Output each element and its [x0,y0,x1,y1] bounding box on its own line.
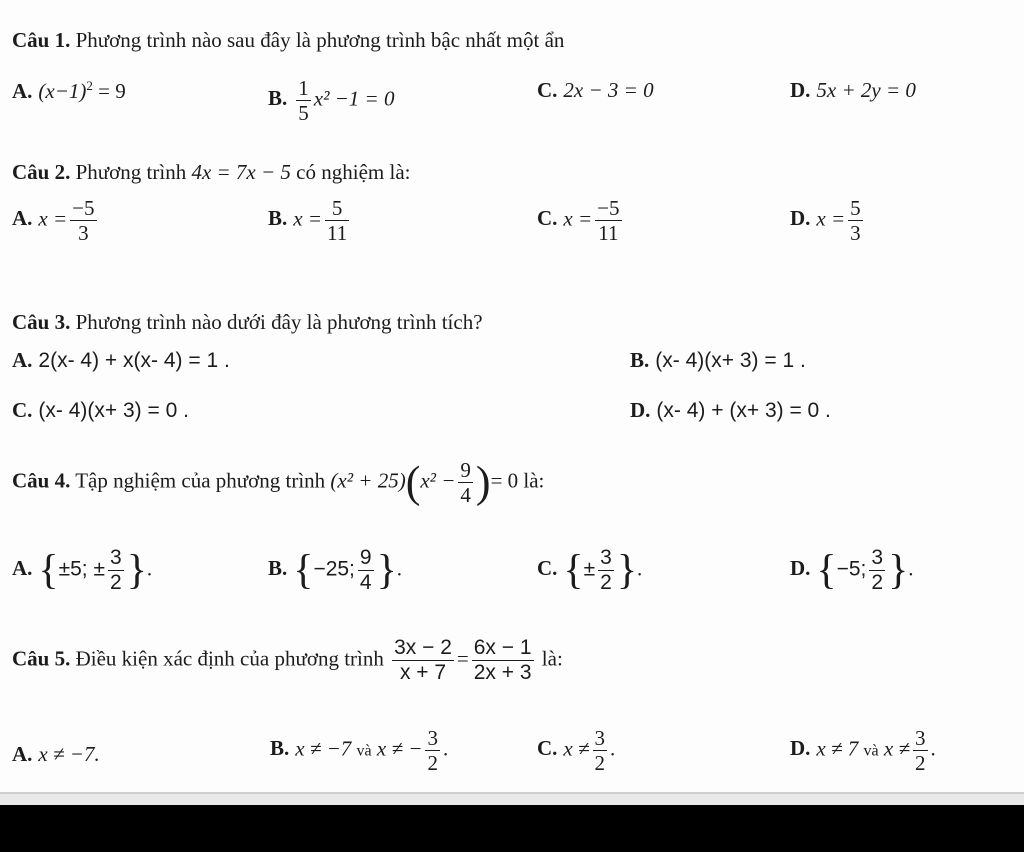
q1-option-a: A. $(x-1)^2 = 9$ [12,78,126,103]
question-2: Câu 2. Phương trình 4x = 7x − 5 có nghiệm là: [12,160,411,184]
question-1-text: Phương trình nào sau đây là phương trình bậc nhất một ẩn [75,28,565,52]
black-bottom-bar [0,805,1024,852]
q2-option-d: D. x = $\frac{5}{3}$ [790,196,861,246]
question-1 [12,28,564,53]
q5-option-c: C. x ≠ $\frac{3}{2}$ . [537,726,616,776]
question-1-label: Câu 1. [12,28,71,52]
question-5-right-fraction: $\frac{6x - 1}{2x + 3}$ [473,636,532,685]
question-2-equation: 4x = 7x − 5 [191,160,291,184]
q1-option-c: C. 2x − 3 = 0 [537,78,654,102]
q1-option-d: D. 5x + 2y = 0 [790,78,916,102]
q3-option-d: D. (x- 4) + (x+ 3) = 0 . [630,398,831,422]
paren-close: ) [475,457,491,507]
question-5: Câu 5. Điều kiện xác định của phương trình $\frac{3x - 2}{x + 7}$ = $\frac{6x - 1}{2x + 3}$ là: [12,636,563,685]
q5-option-a: A. x ≠ −7. [12,742,100,766]
q4-option-c: C. {± $\frac{3}{2}$ }. [537,546,643,595]
q2-option-a: A. x = $\frac{-5}{3}$ [12,196,95,246]
question-4: Câu 4. Tập nghiệm của phương trình (x² + 25)(x² − $\frac{9}{4}$ )= 0 là: [12,457,545,508]
q2-option-c: C. x = $\frac{-5}{11}$ [537,196,620,246]
q4-option-b: B. {−25; $\frac{9}{4}$ }. [268,546,403,595]
q3-option-c: C. (x- 4)(x+ 3) = 0 . [12,398,189,422]
q3-option-a: A. 2(x- 4) + x(x- 4) = 1 . [12,348,230,372]
q3-option-b: B. (x- 4)(x+ 3) = 1 . [630,348,806,372]
q4-option-d: D. {−5; $\frac{3}{2}$ }. [790,546,914,595]
question-5-left-fraction: $\frac{3x - 2}{x + 7}$ [394,636,452,685]
paren-open: ( [405,457,421,507]
q5-option-b: B. x ≠ −7 và x ≠ − $\frac{3}{2}$ . [270,726,449,776]
q2-option-b: B. x = $\frac{5}{11}$ [268,196,348,246]
q4-option-a: A. {±5; ± $\frac{3}{2}$ }. [12,546,153,595]
question-3: Câu 3. Phương trình nào dưới đây là phương trình tích? [12,310,483,334]
q5-option-d: D. x ≠ 7 và x ≠ $\frac{3}{2}$ . [790,726,936,776]
q1-option-b: B. $\frac{1}{5}$ x² −1 = 0 [268,76,395,126]
question-4-equation-part-1: (x² + 25) [330,468,406,493]
page-bottom-edge [0,792,1024,805]
